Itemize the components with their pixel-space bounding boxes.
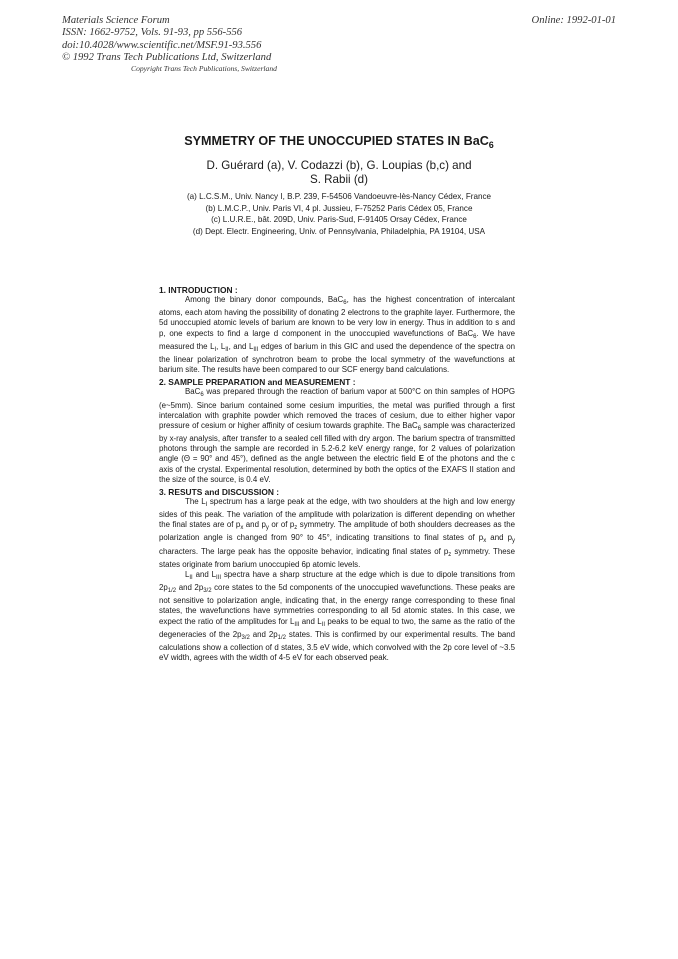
- online-date: Online: 1992-01-01: [531, 15, 616, 26]
- copyright-line: © 1992 Trans Tech Publications Ltd, Switzerland: [62, 52, 272, 64]
- results-paragraph-2: $L_{II}$ and $L_{III}$ spectra have a sharp structure at the edge which is due to dipole transitions from $2p_{1/2}$ and $2p_{3/2}$ core states to the 5d components of the unoccupied wavefunctions. These peaks are not sensitive to polarization angle, indicating that, in the energy range corresponding to these final states, the wavefunctions have symmetries corresponding to all 5d atomic states. In this case, we expect the ratio of the amplitudes for $L_{III}$ and $L_{II}$ peaks to be equal to two, the same as the ratio of the degeneracies of the $2p_{3/2}$ and $2p_{1/2}$ states. This is confirmed by our experimental results. The band calculations show a collection of d states, 3.5 eV wide, which convolved with the 2p core level of ~3.5 eV width, agrees with the width of 4-5 eV for each observed peak.: [159, 569, 515, 662]
- affiliations: [0, 191, 678, 237]
- sample-paragraph: BaC$_6$ was prepared through the reaction of barium vapor at 500°C on thin samples of HOPG (e~5mm). Since barium contained some cesium impurities, the metal was purified through a first intercalation with graphite powder which removed the traces of cesium, due to either higher vapor pressure of cesium or higher affinity of cesium towards graphite. The BaC$_6$ sample was characterized by x-ray analysis, after transfer to a sealed cell filled with dry argon. The barium spectra of transmitted photons through the sample are recorded in 5.2-6.2 keV energy range, for 2 values of polarization angle (Θ = 90° and 45°), defined as the angle between the electric field E of the photons and the c axis of the crystal. Experimental resolution, determined by both the optics of the EXAFS II station and the size of the source, is 0.4 eV.: [159, 387, 515, 484]
- journal-name: Materials Science Forum: [62, 15, 170, 26]
- doi-line: doi:10.4028/www.scientific.net/MSF.91-93.556: [62, 39, 262, 51]
- section-heading-sample: 2. SAMPLE PREPARATION and MEASUREMENT :: [159, 377, 356, 388]
- introduction-paragraph: Among the binary donor compounds, BaC$_6$, has the highest concentration of intercalant atoms, each atom having the possibility of donating 2 electrons to the graphite layer. Furthermore, the 5d unoccupied atomic levels of barium are known to be very low in energy. Thus in addition to s and p, one expects to find a large d component in the unoccupied wavefunctions of BaC$_6$. We have measured the $L_I$, $L_{II}$, and $L_{III}$ edges of barium in this GIC and used the dependence of the spectra on the linear polarization of synchrotron beam to probe the local symmetry of the wavefunctions at barium site. The results have been compared to our SCF energy band calculations.: [159, 295, 515, 375]
- section-heading-introduction: 1. INTRODUCTION :: [159, 285, 238, 295]
- header-citation: [62, 15, 271, 65]
- affiliation-c: (c) L.U.R.E., bât. 209D, Univ. Paris-Sud, F-91405 Orsay Cédex, France: [211, 215, 467, 225]
- section-heading-results: 3. RESUTS and DISCUSSION :: [159, 486, 280, 497]
- paper-title: SYMMETRY OF THE UNOCCUPIED STATES IN BaC$_6$: [184, 134, 494, 150]
- authors-line-2: S. Rabii (d): [310, 172, 368, 186]
- scan-copyright: Copyright Trans Tech Publications, Switzerland: [131, 64, 277, 73]
- affiliation-a: (a) L.C.S.M., Univ. Nancy I, B.P. 239, F-54506 Vandoeuvre-lès-Nancy Cédex, France: [186, 192, 492, 201]
- author-list: [0, 159, 678, 186]
- issn-line: ISSN: 1662-9752, Vols. 91-93, pp 556-556: [62, 27, 243, 39]
- affiliation-b: (b) L.M.C.P., Univ. Paris VI, 4 pl. Jussieu, F-75252 Paris Cédex 05, France: [205, 203, 473, 213]
- affiliation-d: (d) Dept. Electr. Engineering, Univ. of Pennsylvania, Philadelphia, PA 19104, USA: [192, 226, 486, 236]
- authors-line-1: D. Guérard (a), V. Codazzi (b), G. Loupias (b,c) and: [206, 159, 472, 172]
- results-paragraph-1: The $L_I$ spectrum has a large peak at the edge, with two shoulders at the high and low energy sides of this peak. The variation of the amplitude with polarization is different depending on whether the final states are of $p_x$ and $p_y$ or of $p_z$ symmetry. The amplitude of both shoulders decreases as the polarization angle is changed from 90° to 45°, indicating transitions to final states of $p_x$ and $p_y$ characters. The large peak has the opposite behavior, indicating final states of $p_z$ symmetry. These states originate from barium unoccupied 6p atomic levels.: [159, 496, 516, 569]
- paper-body: [159, 285, 515, 663]
